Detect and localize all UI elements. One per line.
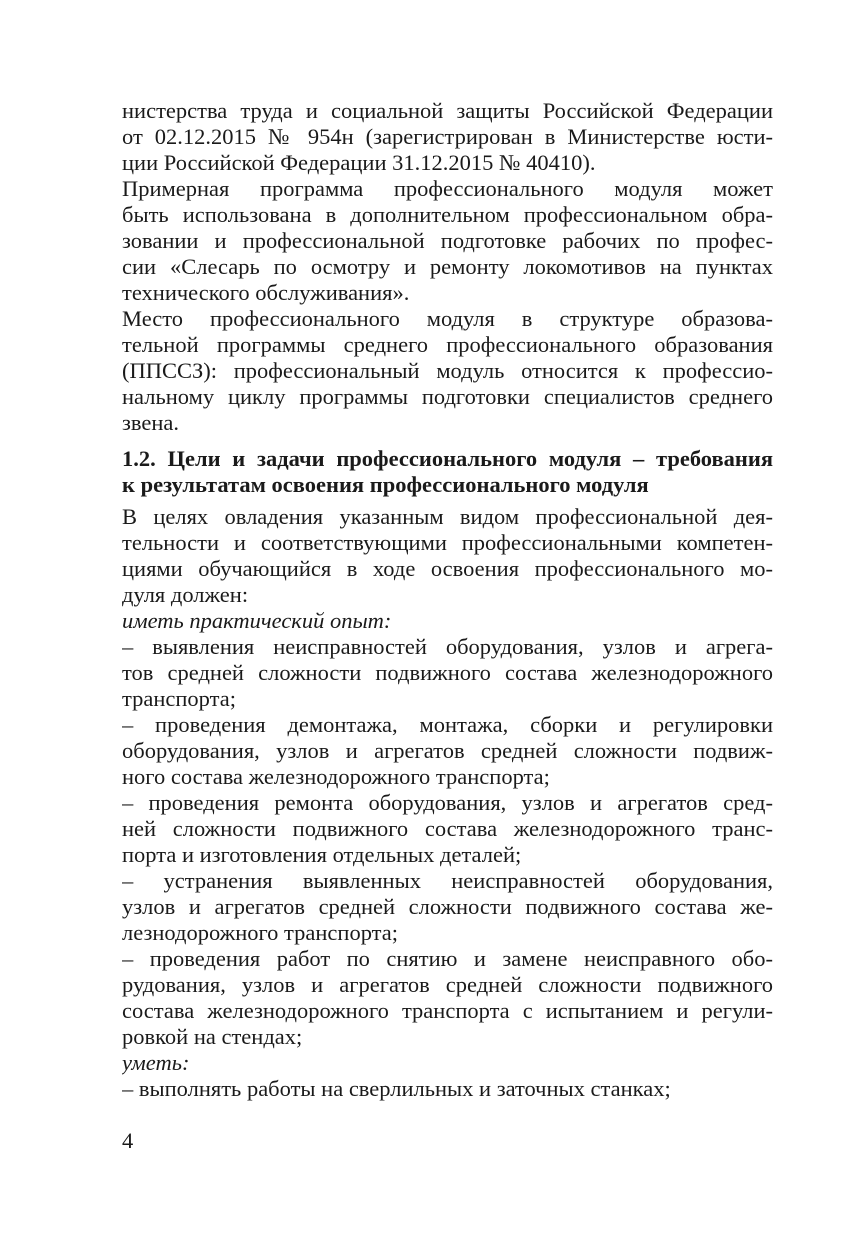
list-item [122, 1076, 773, 1102]
text-line: – проведения демонтажа, монтажа, сборки и регулировки [122, 712, 773, 737]
text-line: ного состава железнодорожного транспорта; [122, 764, 550, 789]
text-line: технического обслуживания». [122, 280, 410, 305]
text-line: сии «Слесарь по осмотру и ремонту локомотивов на пунктах [122, 254, 773, 279]
text-line: – проведения ремонта оборудования, узлов и агрегатов сред- [122, 790, 773, 815]
text-line: (ППССЗ): профессиональный модуль относится к профессио- [122, 358, 773, 383]
text-line: ции Российской Федерации 31.12.2015 № 40410). [122, 150, 596, 175]
text-line: – проведения работ по снятию и замене неисправного обо- [122, 946, 773, 971]
text-line: лезнодорожного транспорта; [122, 920, 398, 945]
text-line: оборудования, узлов и агрегатов средней сложности подвиж- [122, 738, 773, 763]
heading-line: 1.2. Цели и задачи профессионального модуля – требования [122, 446, 773, 471]
text-line: Примерная программа профессионального модуля может [122, 176, 773, 201]
text-line: от 02.12.2015 № 954н (зарегистрирован в Министерстве юсти- [122, 124, 773, 149]
page-body [122, 98, 773, 1102]
text-line: Место профессионального модуля в структуре образова- [122, 306, 773, 331]
list-item [122, 712, 773, 790]
text-line: зовании и профессиональной подготовке рабочих по профес- [122, 228, 773, 253]
paragraph-module-place [122, 306, 773, 436]
text-line: узлов и агрегатов средней сложности подвижного состава же- [122, 894, 773, 919]
text-line: тельности и соответствующими профессиональными компетен- [122, 530, 773, 555]
section-heading [122, 446, 773, 498]
text-line: нальному циклу программы подготовки специалистов среднего [122, 384, 773, 409]
heading-line: к результатам освоения профессионального модуля [122, 472, 649, 497]
text-line: быть использована в дополнительном профессиональном обра- [122, 202, 773, 227]
text-line: ровкой на стендах; [122, 1024, 303, 1049]
page-number: 4 [122, 1128, 134, 1153]
text-line: дуля должен: [122, 582, 249, 607]
text-line: порта и изготовления отдельных деталей; [122, 842, 522, 867]
list-item [122, 946, 773, 1050]
spacer [122, 436, 773, 446]
paragraph-program-usage [122, 176, 773, 306]
list-item [122, 634, 773, 712]
text-line: В целях овладения указанным видом профессиональной дея- [122, 504, 773, 529]
text-line: звена. [122, 410, 180, 435]
text-line: – выявления неисправностей оборудования, узлов и агрега- [122, 634, 773, 659]
text-line: транспорта; [122, 686, 236, 711]
text-line: нистерства труда и социальной защиты Российской Федерации [122, 98, 773, 123]
label-practical-experience: иметь практический опыт: [122, 608, 392, 633]
text-line: состава железнодорожного транспорта с испытанием и регули- [122, 998, 773, 1023]
list-item [122, 790, 773, 868]
paragraph-goals-intro [122, 504, 773, 608]
text-line: рудования, узлов и агрегатов средней сложности подвижного [122, 972, 773, 997]
text-line: циями обучающийся в ходе освоения профессионального мо- [122, 556, 773, 581]
list-item [122, 868, 773, 946]
paragraph-ministry-order [122, 98, 773, 176]
text-line: тельной программы среднего профессионального образования [122, 332, 773, 357]
text-line: – устранения выявленных неисправностей оборудования, [122, 868, 773, 893]
text-line: ней сложности подвижного состава железнодорожного транс- [122, 816, 773, 841]
text-line: – выполнять работы на сверлильных и заточных станках; [122, 1076, 671, 1101]
text-line: тов средней сложности подвижного состава железнодорожного [122, 660, 773, 685]
label-skills: уметь: [122, 1050, 190, 1075]
